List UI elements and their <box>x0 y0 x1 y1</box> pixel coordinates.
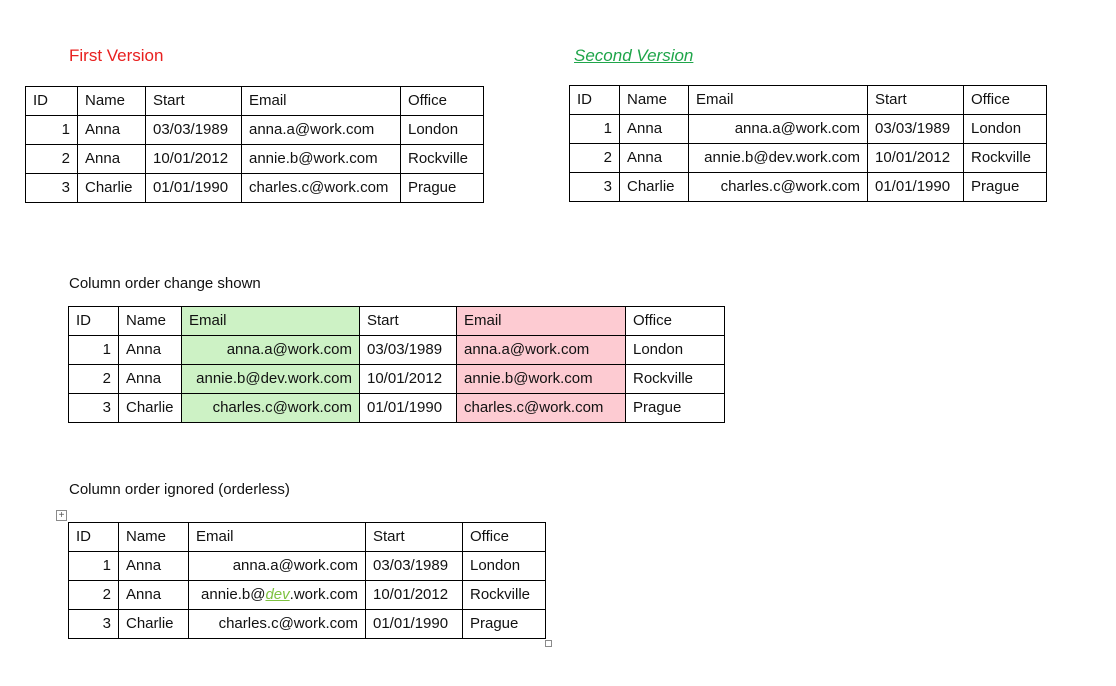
order-shown-caption: Column order change shown <box>69 275 261 292</box>
cell-start: 10/01/2012 <box>366 581 463 610</box>
first-version-heading: First Version <box>69 46 164 65</box>
cell-name: Anna <box>119 552 189 581</box>
cell-name: Anna <box>78 145 146 174</box>
cell-name: Anna <box>119 336 182 365</box>
table-header-row <box>26 87 484 116</box>
cell-email-added: anna.a@work.com <box>182 336 360 365</box>
order-ignored-table <box>68 522 546 639</box>
header-cell-office: Office <box>626 307 725 336</box>
header-cell-id: ID <box>26 87 78 116</box>
order-ignored-caption: Column order ignored (orderless) <box>69 481 290 498</box>
cell-email: anna.a@work.com <box>189 552 366 581</box>
cell-start: 10/01/2012 <box>360 365 457 394</box>
header-cell-name: Name <box>78 87 146 116</box>
header-cell-id: ID <box>570 86 620 115</box>
header-cell-email: Email <box>689 86 868 115</box>
header-cell-start: Start <box>360 307 457 336</box>
cell-email-added: charles.c@work.com <box>182 394 360 423</box>
cell-office: Prague <box>401 174 484 203</box>
header-cell-start: Start <box>146 87 242 116</box>
cell-name: Charlie <box>78 174 146 203</box>
header-cell-email: Email <box>242 87 401 116</box>
cell-id: 2 <box>570 144 620 173</box>
table-row <box>26 116 484 145</box>
cell-office: London <box>463 552 546 581</box>
cell-id: 3 <box>26 174 78 203</box>
cell-office: Rockville <box>626 365 725 394</box>
header-cell-email: Email <box>189 523 366 552</box>
cell-name: Anna <box>119 365 182 394</box>
cell-office: Rockville <box>463 581 546 610</box>
table-row <box>69 552 546 581</box>
header-cell-name: Name <box>119 523 189 552</box>
header-cell-name: Name <box>620 86 689 115</box>
table-row <box>26 174 484 203</box>
header-cell-id: ID <box>69 307 119 336</box>
cell-name: Charlie <box>119 610 189 639</box>
cell-email: anna.a@work.com <box>242 116 401 145</box>
header-cell-office: Office <box>964 86 1047 115</box>
cell-start: 10/01/2012 <box>868 144 964 173</box>
table-row <box>570 144 1047 173</box>
header-cell-office: Office <box>401 87 484 116</box>
cell-name: Charlie <box>620 173 689 202</box>
cell-email: annie.b@dev.work.com <box>689 144 868 173</box>
header-cell-start: Start <box>868 86 964 115</box>
cell-email-removed: annie.b@work.com <box>457 365 626 394</box>
table-row <box>570 173 1047 202</box>
cell-start: 01/01/1990 <box>146 174 242 203</box>
cell-office: Rockville <box>964 144 1047 173</box>
table-header-row <box>570 86 1047 115</box>
cell-office: Prague <box>964 173 1047 202</box>
move-arrows-icon[interactable]: + <box>56 510 67 521</box>
cell-id: 3 <box>69 394 119 423</box>
cell-office: Prague <box>463 610 546 639</box>
table-row <box>570 115 1047 144</box>
second-version-table <box>569 85 1047 202</box>
table-row <box>69 365 725 394</box>
cell-email-removed: charles.c@work.com <box>457 394 626 423</box>
cell-id: 3 <box>69 610 119 639</box>
table-row <box>69 336 725 365</box>
header-cell-id: ID <box>69 523 119 552</box>
cell-office: London <box>964 115 1047 144</box>
header-cell-office: Office <box>463 523 546 552</box>
cell-office: Rockville <box>401 145 484 174</box>
cell-id: 1 <box>26 116 78 145</box>
cell-id: 2 <box>69 365 119 394</box>
cell-email: charles.c@work.com <box>242 174 401 203</box>
first-version-table <box>25 86 484 203</box>
cell-name: Charlie <box>119 394 182 423</box>
cell-name: Anna <box>620 115 689 144</box>
table-row <box>69 394 725 423</box>
email-unchanged-suffix: .work.com <box>289 586 358 603</box>
cell-start: 03/03/1989 <box>360 336 457 365</box>
email-inserted-text: dev <box>265 586 290 603</box>
table-row <box>26 145 484 174</box>
cell-office: Prague <box>626 394 725 423</box>
header-cell-email-added: Email <box>182 307 360 336</box>
cell-id: 2 <box>69 581 119 610</box>
table-row <box>69 581 546 610</box>
cell-name: Anna <box>620 144 689 173</box>
cell-start: 03/03/1989 <box>146 116 242 145</box>
cell-email-added: annie.b@dev.work.com <box>182 365 360 394</box>
table-header-row <box>69 523 546 552</box>
cell-start: 03/03/1989 <box>868 115 964 144</box>
email-unchanged-prefix: annie.b@ <box>201 586 266 603</box>
cell-office: London <box>401 116 484 145</box>
cell-office: London <box>626 336 725 365</box>
cell-id: 1 <box>69 336 119 365</box>
table-row <box>69 610 546 639</box>
second-version-heading: Second Version <box>574 46 694 65</box>
cell-email: annie.b@work.com <box>242 145 401 174</box>
cell-email: anna.a@work.com <box>689 115 868 144</box>
cell-id: 1 <box>570 115 620 144</box>
cell-email-inline-change <box>189 581 366 610</box>
cell-email: charles.c@work.com <box>189 610 366 639</box>
cell-id: 3 <box>570 173 620 202</box>
cell-start: 10/01/2012 <box>146 145 242 174</box>
cell-email: charles.c@work.com <box>689 173 868 202</box>
cell-start: 03/03/1989 <box>366 552 463 581</box>
order-shown-table <box>68 306 725 423</box>
cell-id: 2 <box>26 145 78 174</box>
table-header-row <box>69 307 725 336</box>
resize-square-icon[interactable] <box>545 640 552 647</box>
cell-start: 01/01/1990 <box>366 610 463 639</box>
header-cell-name: Name <box>119 307 182 336</box>
header-cell-start: Start <box>366 523 463 552</box>
cell-name: Anna <box>119 581 189 610</box>
cell-start: 01/01/1990 <box>868 173 964 202</box>
cell-email-removed: anna.a@work.com <box>457 336 626 365</box>
header-cell-email-removed: Email <box>457 307 626 336</box>
cell-name: Anna <box>78 116 146 145</box>
cell-id: 1 <box>69 552 119 581</box>
cell-start: 01/01/1990 <box>360 394 457 423</box>
